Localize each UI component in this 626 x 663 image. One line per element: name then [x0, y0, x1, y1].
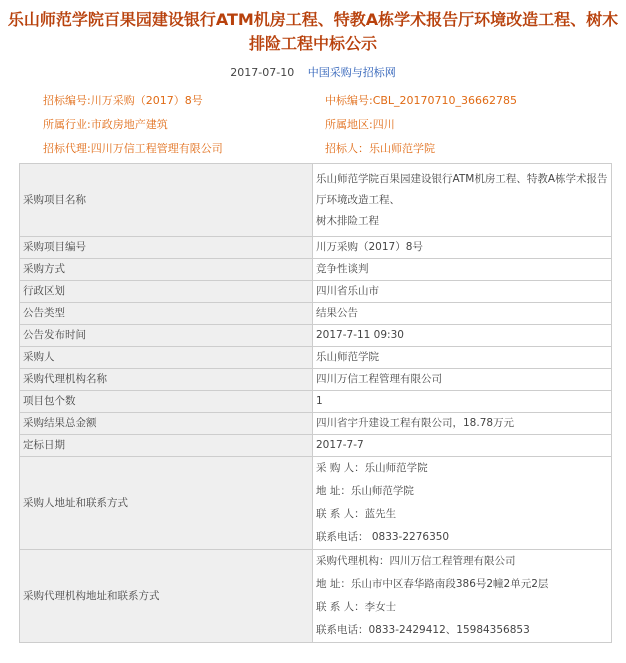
table-row — [20, 259, 612, 281]
publish-date: 2017-07-10 — [230, 66, 295, 79]
row-value: 2017-7-11 09:30 — [313, 325, 612, 347]
row-key: 采购方式 — [20, 259, 313, 281]
contact-line: 联系电话： 0833-2276350 — [316, 531, 450, 543]
row-value: 四川省宇升建设工程有限公司，18.78万元 — [313, 413, 612, 435]
table-row — [20, 347, 612, 369]
contact-line: 采 购 人：乐山师范学院 — [316, 462, 428, 474]
table-row — [20, 457, 612, 550]
row-key: 采购人地址和联系方式 — [20, 457, 313, 550]
row-key: 采购结果总金额 — [20, 413, 313, 435]
row-key: 项目包个数 — [20, 391, 313, 413]
table-row — [20, 435, 612, 457]
source-link[interactable]: 中国采购与招标网 — [307, 66, 396, 79]
row-value — [313, 550, 612, 643]
row-key: 定标日期 — [20, 435, 313, 457]
table-row — [20, 391, 612, 413]
row-value: 川万采购（2017）8号 — [313, 237, 612, 259]
row-key: 采购人 — [20, 347, 313, 369]
contact-line: 地 址：乐山师范学院 — [316, 485, 414, 497]
tender-number: 招标编号:川万采购（2017）8号 — [43, 94, 203, 107]
publish-meta — [0, 64, 626, 82]
info-block — [0, 88, 626, 160]
contact-line: 采购代理机构：四川万信工程管理有限公司 — [316, 555, 516, 567]
bid-number: 中标编号:CBL_20170710_36662785 — [325, 94, 518, 107]
contact-line: 联 系 人：李女士 — [316, 601, 397, 613]
table-row — [20, 369, 612, 391]
table-row — [20, 237, 612, 259]
tender-agent: 招标代理:四川万信工程管理有限公司 — [43, 142, 223, 155]
table-row — [20, 303, 612, 325]
row-value: 四川万信工程管理有限公司 — [313, 369, 612, 391]
project-name-line: 乐山师范学院百果园建设银行ATM机房工程、特教A栋学术报告厅环境改造工程、 — [316, 172, 608, 206]
row-value: 竞争性谈判 — [313, 259, 612, 281]
table-row — [20, 281, 612, 303]
row-key: 公告类型 — [20, 303, 313, 325]
row-value — [313, 164, 612, 237]
row-value: 2017-7-7 — [313, 435, 612, 457]
detail-table — [19, 163, 612, 643]
row-value: 乐山师范学院 — [313, 347, 612, 369]
row-value: 结果公告 — [313, 303, 612, 325]
row-key: 采购代理机构地址和联系方式 — [20, 550, 313, 643]
row-key: 采购项目编号 — [20, 237, 313, 259]
row-value: 1 — [313, 391, 612, 413]
row-key: 采购代理机构名称 — [20, 369, 313, 391]
row-key: 行政区划 — [20, 281, 313, 303]
table-row — [20, 550, 612, 643]
row-value: 四川省乐山市 — [313, 281, 612, 303]
table-row — [20, 325, 612, 347]
industry: 所属行业:市政房地产建筑 — [43, 118, 168, 131]
table-row — [20, 413, 612, 435]
project-name-line: 树木排险工程 — [316, 214, 379, 227]
contact-line: 联系电话：0833-2429412、15984356853 — [316, 624, 530, 636]
contact-line: 地 址：乐山市中区春华路南段386号2幢2单元2层 — [316, 578, 549, 590]
table-row — [20, 164, 612, 237]
tenderer: 招标人：乐山师范学院 — [325, 142, 435, 155]
contact-line: 联 系 人：蓝先生 — [316, 508, 397, 520]
row-value — [313, 457, 612, 550]
row-key: 采购项目名称 — [20, 164, 313, 237]
row-key: 公告发布时间 — [20, 325, 313, 347]
page-title: 乐山师范学院百果园建设银行ATM机房工程、特教A栋学术报告厅环境改造工程、树木排险工程中标公示 — [7, 10, 619, 53]
region: 所属地区:四川 — [325, 118, 395, 131]
